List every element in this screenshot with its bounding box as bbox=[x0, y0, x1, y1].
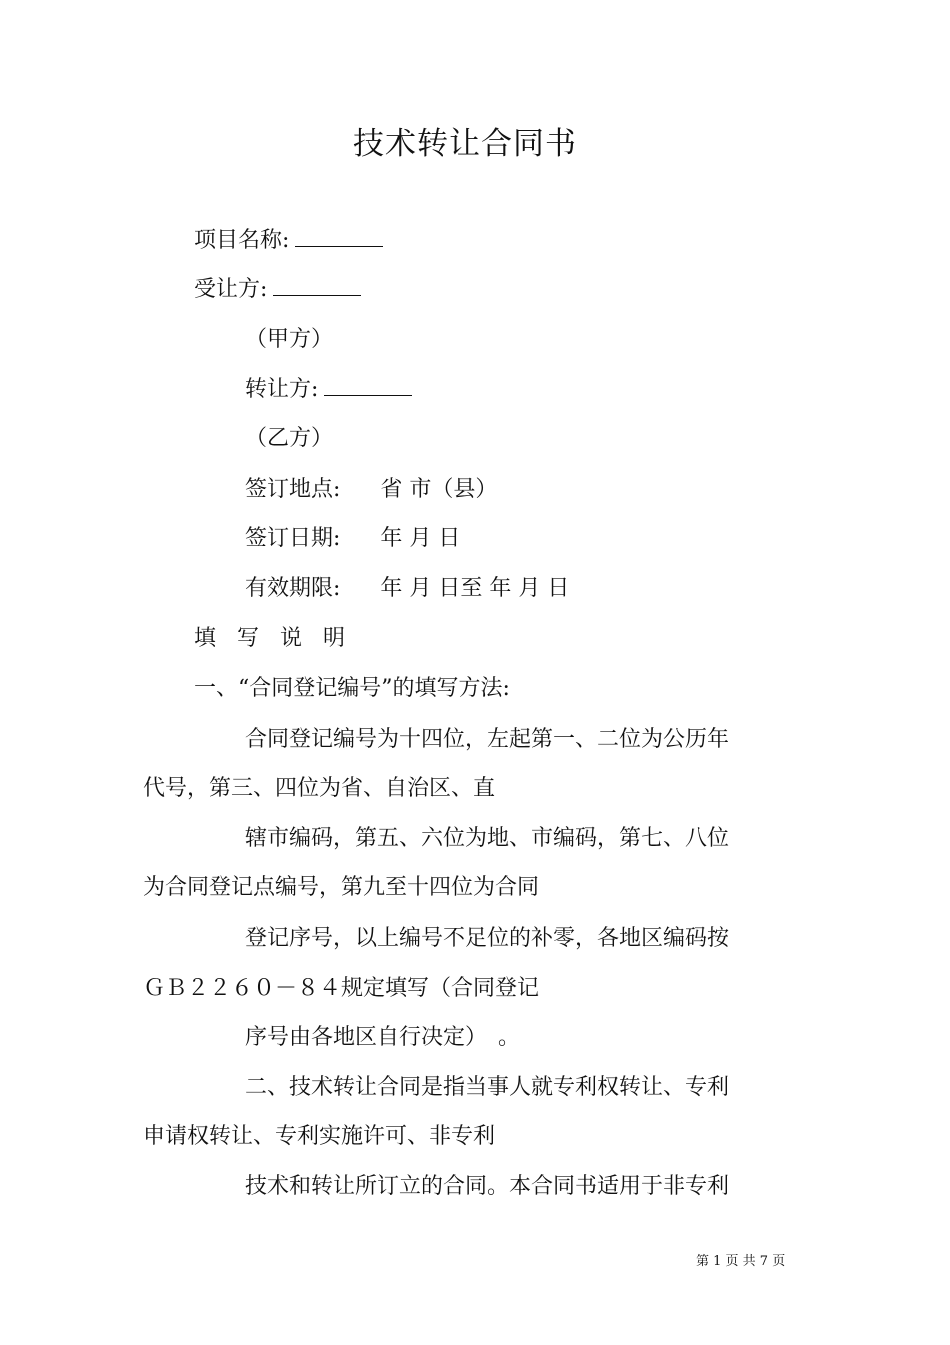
heading-char: 写 bbox=[237, 626, 260, 651]
sign-place-label: 签订地点: bbox=[245, 477, 341, 502]
sign-date-value: 年 月 日 bbox=[380, 526, 461, 551]
assignee-blank bbox=[273, 275, 361, 296]
assignee-label: 受让方: bbox=[194, 277, 268, 302]
instructions-heading bbox=[194, 624, 366, 654]
body-line: 一、“合同登记编号”的填写方法: bbox=[194, 676, 510, 701]
project-name-blank bbox=[295, 226, 383, 247]
body-line: 辖市编码，第五、六位为地、市编码，第七、八位 bbox=[245, 826, 730, 851]
heading-char: 说 bbox=[280, 626, 303, 651]
assignor-row bbox=[245, 375, 412, 405]
body-line: 二、技术转让合同是指当事人就专利权转让、专利 bbox=[245, 1075, 730, 1100]
validity-row bbox=[245, 574, 569, 604]
body-line: 为合同登记点编号，第九至十四位为合同 bbox=[143, 875, 540, 900]
validity-value: 年 月 日至 年 月 日 bbox=[380, 576, 570, 601]
body-line: 序号由各地区自行决定） 。 bbox=[245, 1025, 521, 1050]
assignor-blank bbox=[324, 375, 412, 396]
body-line: 申请权转让、专利实施许可、非专利 bbox=[143, 1124, 496, 1149]
heading-char: 填 bbox=[194, 626, 217, 651]
project-name-label: 项目名称: bbox=[194, 228, 290, 253]
project-name-row bbox=[194, 226, 383, 256]
party-a-label: （甲方） bbox=[245, 327, 334, 352]
page-footer: 第 1 页 共 7 页 bbox=[696, 1254, 786, 1269]
sign-place-row bbox=[245, 475, 497, 505]
sign-date-row bbox=[245, 524, 460, 554]
heading-char: 明 bbox=[323, 626, 346, 651]
body-line: 合同登记编号为十四位，左起第一、二位为公历年 bbox=[245, 727, 730, 752]
validity-label: 有效期限: bbox=[245, 576, 341, 601]
assignee-row bbox=[194, 275, 361, 305]
body-line: ＧＢ２２６０－８４规定填写（合同登记 bbox=[143, 976, 540, 1001]
sign-place-value: 省 市（县） bbox=[380, 477, 498, 502]
body-line: 登记序号，以上编号不足位的补零，各地区编码按 bbox=[245, 926, 730, 951]
assignor-label: 转让方: bbox=[245, 377, 319, 402]
body-line: 技术和转让所订立的合同。本合同书适用于非专利 bbox=[245, 1174, 730, 1199]
body-line: 代号，第三、四位为省、自治区、直 bbox=[143, 776, 496, 801]
sign-date-label: 签订日期: bbox=[245, 526, 341, 551]
party-b-label: （乙方） bbox=[245, 426, 334, 451]
document-title: 技术转让合同书 bbox=[353, 126, 577, 162]
